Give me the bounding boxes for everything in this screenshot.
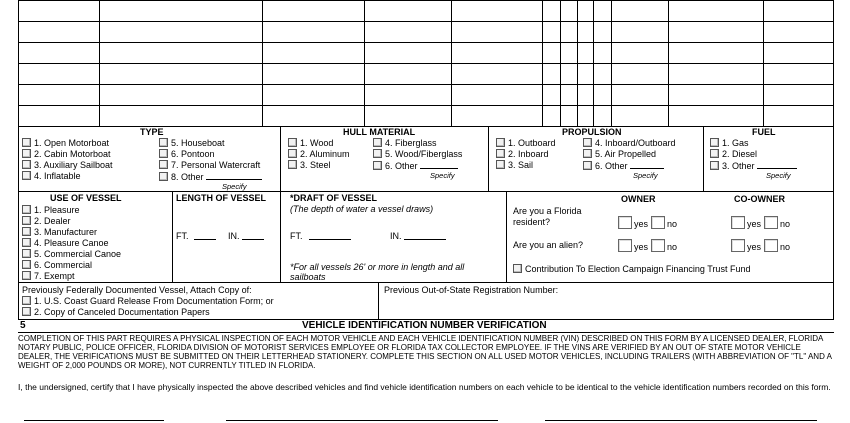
- checkbox-icon[interactable]: [22, 149, 31, 158]
- checkbox-icon[interactable]: [373, 138, 382, 147]
- propulsion-option-2[interactable]: 2. Inboard: [496, 149, 549, 159]
- draft-ft-label: FT.: [290, 231, 303, 241]
- coowner-resident-no[interactable]: no: [764, 216, 790, 229]
- checkbox-icon[interactable]: [159, 138, 168, 147]
- section-number: 5: [20, 320, 26, 331]
- checkbox-icon[interactable]: [496, 160, 505, 169]
- fuel-title: FUEL: [752, 127, 776, 137]
- checkbox-icon[interactable]: [22, 271, 31, 280]
- owner-alien-yes[interactable]: yes: [618, 239, 648, 252]
- checkbox-icon[interactable]: [583, 149, 592, 158]
- checkbox-icon[interactable]: [651, 239, 665, 252]
- vehicle-grid: [0, 0, 850, 126]
- checkbox-icon[interactable]: [22, 216, 31, 225]
- checkbox-icon[interactable]: [731, 239, 745, 252]
- coowner-resident-yes[interactable]: yes: [731, 216, 761, 229]
- checkbox-icon[interactable]: [764, 216, 778, 229]
- hull-option-4[interactable]: 4. Fiberglass: [373, 138, 437, 148]
- type-option-6[interactable]: 6. Pontoon: [159, 149, 215, 159]
- checkbox-icon[interactable]: [159, 149, 168, 158]
- checkbox-icon[interactable]: [710, 161, 719, 170]
- florida-question-line-1: Are you a Florida: [513, 206, 582, 216]
- checkbox-icon[interactable]: [764, 239, 778, 252]
- previous-registration-label: Previous Out-of-State Registration Number:: [384, 285, 559, 295]
- checkbox-icon[interactable]: [513, 264, 522, 273]
- type-option-8[interactable]: 8. Other: [159, 171, 262, 182]
- checkbox-icon[interactable]: [22, 160, 31, 169]
- documented-option-1[interactable]: 1. U.S. Coast Guard Release From Documentation Form; or: [22, 296, 274, 306]
- propulsion-other-field[interactable]: [630, 160, 664, 169]
- documented-title: Previously Federally Documented Vessel, Attach Copy of:: [22, 285, 252, 295]
- signature-line-1[interactable]: [24, 420, 164, 421]
- checkbox-icon[interactable]: [22, 238, 31, 247]
- contribution-option[interactable]: Contribution To Election Campaign Financing Trust Fund: [513, 264, 750, 274]
- use-title: USE OF VESSEL: [50, 193, 122, 203]
- fuel-option-2[interactable]: 2. Diesel: [710, 149, 757, 159]
- coowner-alien-yes[interactable]: yes: [731, 239, 761, 252]
- vin-title: VEHICLE IDENTIFICATION NUMBER VERIFICATION: [302, 320, 547, 331]
- checkbox-icon[interactable]: [651, 216, 665, 229]
- fuel-specify-label: Specify: [766, 171, 791, 180]
- checkbox-icon[interactable]: [710, 138, 719, 147]
- hull-title: HULL MATERIAL: [343, 127, 416, 137]
- use-option-5[interactable]: 5. Commercial Canoe: [22, 249, 121, 259]
- type-option-1[interactable]: 1. Open Motorboat: [22, 138, 109, 148]
- type-option-3[interactable]: 3. Auxiliary Sailboat: [22, 160, 113, 170]
- owner-resident-no[interactable]: no: [651, 216, 677, 229]
- owner-resident-yes[interactable]: yes: [618, 216, 648, 229]
- checkbox-icon[interactable]: [731, 216, 745, 229]
- draft-note-line-2: sailboats: [290, 272, 326, 282]
- checkbox-icon[interactable]: [496, 149, 505, 158]
- hull-option-6[interactable]: 6. Other: [373, 160, 458, 171]
- checkbox-icon[interactable]: [22, 205, 31, 214]
- type-option-7[interactable]: 7. Personal Watercraft: [159, 160, 260, 170]
- fuel-option-1[interactable]: 1. Gas: [710, 138, 749, 148]
- checkbox-icon[interactable]: [618, 239, 632, 252]
- documented-option-2[interactable]: 2. Copy of Canceled Documentation Papers: [22, 307, 210, 317]
- use-option-1[interactable]: 1. Pleasure: [22, 205, 80, 215]
- length-in-label: IN.: [228, 231, 240, 241]
- checkbox-icon[interactable]: [22, 138, 31, 147]
- draft-title: *DRAFT OF VESSEL: [290, 193, 378, 203]
- florida-question-line-2: resident?: [513, 217, 551, 227]
- vin-instructions: COMPLETION OF THIS PART REQUIRES A PHYSICAL INSPECTION OF EACH MOTOR VEHICLE AND EACH VEHICLE IDENTIFICATION NUMBER (VIN) DESCRIBED ON THIS FORM BY A LICENSED DEALER, FLORIDA NOTARY PUBLIC, POLICE OFFICER, FLORIDA DIVISION OF MOTORIST SERVICES EMPLOYEE OR FLORIDA TAX COLLECTOR EMPLOYEE. IF THE VINS ARE VERIFIED BY AN OUT OF STATE MOTOR VEHICLE DEALER, THE VERIFICATIONS MUST BE SUBMITTED ON THEIR LETTERHEAD STATIONERY. COMPLETE THIS SECTION ON ALL USED MOTOR VEHICLES, INCLUDING TRAILERS (WITH ABBREVIATION OF "TL" AND A WEIGHT OF 2,000 POUNDS OR MORE), NOT CURRENTLY TITLED IN FLORIDA.: [18, 334, 832, 370]
- coowner-label: CO-OWNER: [734, 194, 785, 204]
- propulsion-specify-label: Specify: [633, 171, 658, 180]
- checkbox-icon[interactable]: [22, 307, 31, 316]
- propulsion-option-3[interactable]: 3. Sail: [496, 160, 533, 170]
- checkbox-icon[interactable]: [710, 149, 719, 158]
- checkbox-icon[interactable]: [22, 227, 31, 236]
- hull-specify-label: Specify: [430, 171, 455, 180]
- propulsion-option-5[interactable]: 5. Air Propelled: [583, 149, 656, 159]
- draft-ft-field[interactable]: [309, 231, 351, 240]
- checkbox-icon[interactable]: [618, 216, 632, 229]
- fuel-option-3[interactable]: 3. Other: [710, 160, 797, 171]
- propulsion-option-4[interactable]: 4. Inboard/Outboard: [583, 138, 676, 148]
- hull-other-field[interactable]: [420, 160, 458, 169]
- type-other-field[interactable]: [206, 171, 262, 180]
- length-in-field[interactable]: [242, 231, 264, 240]
- use-option-4[interactable]: 4. Pleasure Canoe: [22, 238, 109, 248]
- type-title: TYPE: [140, 127, 164, 137]
- checkbox-icon[interactable]: [22, 260, 31, 269]
- owner-alien-no[interactable]: no: [651, 239, 677, 252]
- checkbox-icon[interactable]: [583, 161, 592, 170]
- draft-in-label: IN.: [390, 231, 402, 241]
- use-option-6[interactable]: 6. Commercial: [22, 260, 92, 270]
- checkbox-icon[interactable]: [583, 138, 592, 147]
- checkbox-icon[interactable]: [496, 138, 505, 147]
- length-ft-field[interactable]: [194, 231, 216, 240]
- signature-line-3[interactable]: [545, 420, 817, 421]
- draft-subtitle: (The depth of water a vessel draws): [290, 204, 434, 214]
- hull-option-1[interactable]: 1. Wood: [288, 138, 333, 148]
- propulsion-option-6[interactable]: 6. Other: [583, 160, 664, 171]
- coowner-alien-no[interactable]: no: [764, 239, 790, 252]
- checkbox-icon[interactable]: [288, 138, 297, 147]
- type-option-5[interactable]: 5. Houseboat: [159, 138, 225, 148]
- use-option-2[interactable]: 2. Dealer: [22, 216, 71, 226]
- checkbox-icon[interactable]: [373, 149, 382, 158]
- hull-option-5[interactable]: 5. Wood/Fiberglass: [373, 149, 462, 159]
- propulsion-title: PROPULSION: [562, 127, 622, 137]
- hull-option-3[interactable]: 3. Steel: [288, 160, 331, 170]
- type-option-4[interactable]: 4. Inflatable: [22, 171, 81, 181]
- use-option-3[interactable]: 3. Manufacturer: [22, 227, 97, 237]
- checkbox-icon[interactable]: [288, 160, 297, 169]
- propulsion-option-1[interactable]: 1. Outboard: [496, 138, 556, 148]
- type-specify-label: Specify: [222, 182, 247, 191]
- fuel-other-field[interactable]: [757, 160, 797, 169]
- checkbox-icon[interactable]: [373, 161, 382, 170]
- certification-statement: I, the undersigned, certify that I have physically inspected the above described vehicles and find vehicle identification numbers on each vehicle to be identical to the vehicle identification numbers recorded on this form.: [18, 382, 831, 392]
- type-option-2[interactable]: 2. Cabin Motorboat: [22, 149, 111, 159]
- checkbox-icon[interactable]: [22, 249, 31, 258]
- checkbox-icon[interactable]: [22, 296, 31, 305]
- draft-in-field[interactable]: [404, 231, 446, 240]
- checkbox-icon[interactable]: [159, 172, 168, 181]
- length-title: LENGTH OF VESSEL: [176, 193, 267, 203]
- length-ft-label: FT.: [176, 231, 189, 241]
- use-option-7[interactable]: 7. Exempt: [22, 271, 75, 281]
- checkbox-icon[interactable]: [159, 160, 168, 169]
- hull-option-2[interactable]: 2. Aluminum: [288, 149, 350, 159]
- checkbox-icon[interactable]: [22, 171, 31, 180]
- alien-question: Are you an alien?: [513, 240, 584, 250]
- owner-label: OWNER: [621, 194, 656, 204]
- draft-note-line-1: *For all vessels 26' or more in length and all: [290, 262, 465, 272]
- checkbox-icon[interactable]: [288, 149, 297, 158]
- signature-line-2[interactable]: [226, 420, 498, 421]
